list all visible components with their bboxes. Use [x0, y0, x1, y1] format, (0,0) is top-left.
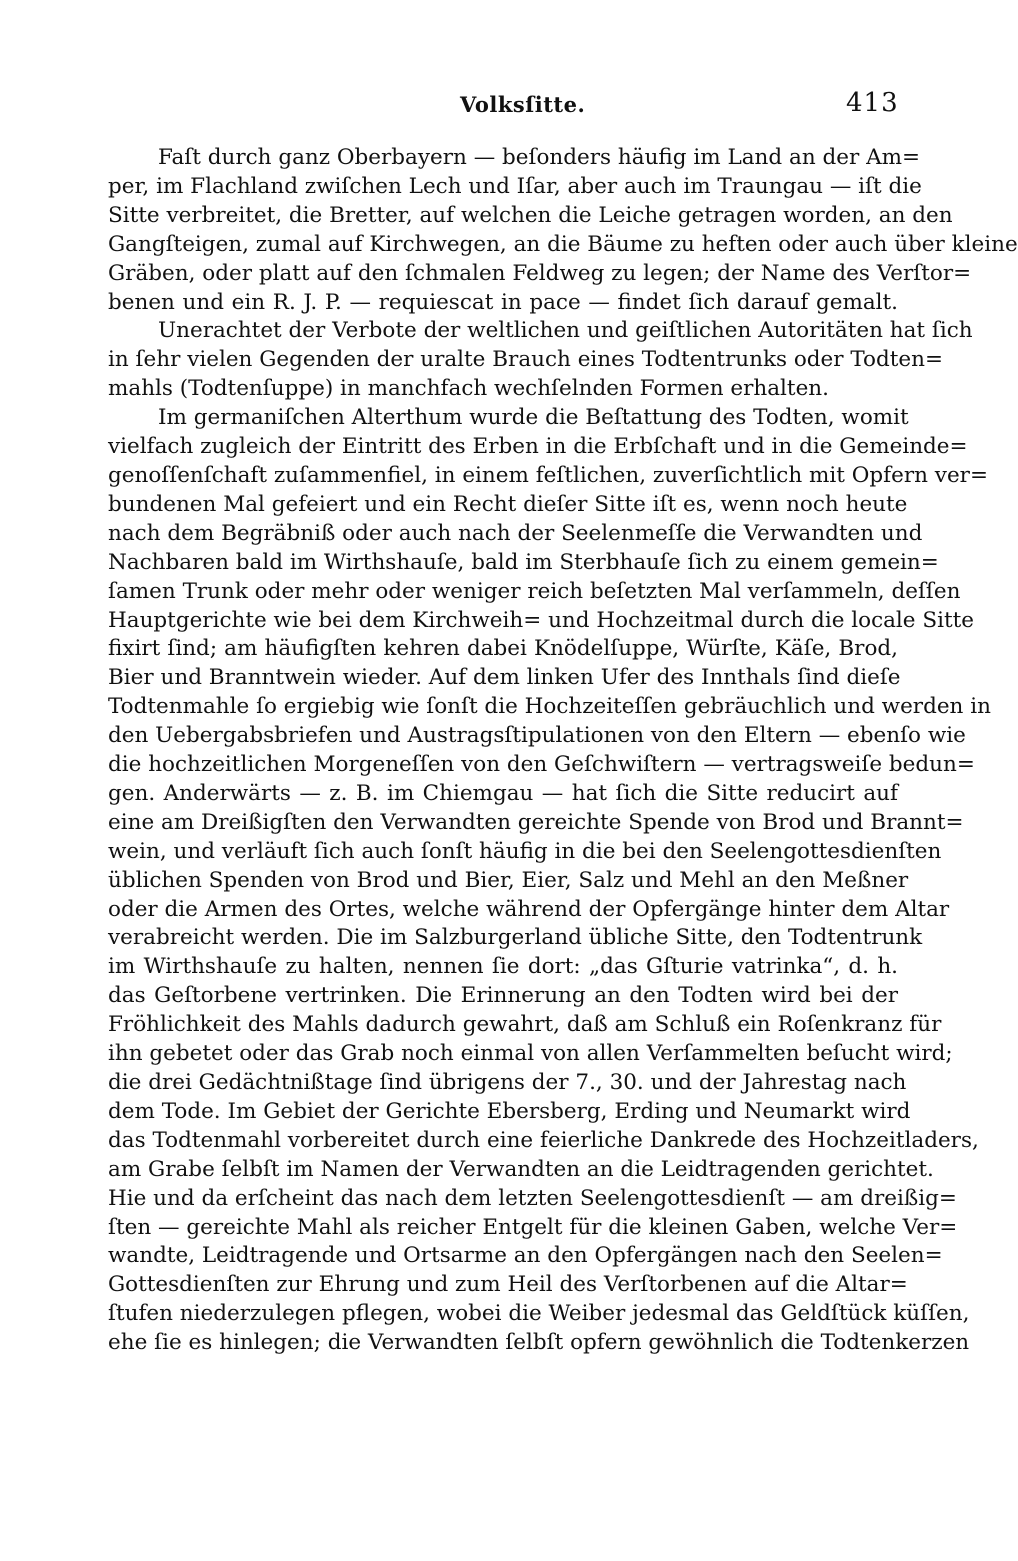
- text-line: das Geſtorbene vertrinken. Die Erinnerung an den Todten wird bei der: [108, 983, 898, 1009]
- page-number: 413: [846, 88, 899, 118]
- text-line: die drei Gedächtnißtage ſind übrigens der 7., 30. und der Jahrestag nach: [108, 1070, 907, 1095]
- text-line: Gottesdienſten zur Ehrung und zum Heil des Verſtorbenen auf die Altar=: [108, 1272, 908, 1298]
- text-line: das Todtenmahl vorbereitet durch eine feierliche Dankrede des Hochzeitladers,: [108, 1127, 979, 1153]
- running-head: Volksſitte.: [460, 92, 586, 117]
- text-line: Todtenmahle ſo ergiebig wie ſonſt die Hochzeiteſſen gebräuchlich und werden in: [108, 694, 991, 720]
- text-line: per, im Flachland zwiſchen Lech und Iſar, aber auch im Traungau — iſt die: [108, 173, 922, 199]
- text-line: üblichen Spenden von Brod und Bier, Eier, Salz und Mehl an den Meßner: [108, 867, 909, 893]
- text-line: ſtufen niederzulegen pflegen, wobei die Weiber jedesmal das Geldſtück küſſen,: [108, 1301, 970, 1327]
- text-line: Gräben, oder platt auf den ſchmalen Feldweg zu legen; der Name des Verſtor=: [108, 260, 972, 286]
- text-line: Faſt durch ganz Oberbayern — beſonders häufig im Land an der Am=: [158, 145, 921, 170]
- text-line: benen und ein R. J. P. — requiescat in pace — findet ſich darauf gemalt.: [108, 289, 898, 315]
- text-line: bundenen Mal gefeiert und ein Recht dieſer Sitte iſt es, wenn noch heute: [108, 491, 908, 517]
- text-line: oder die Armen des Ortes, welche während der Opfergänge hinter dem Altar: [108, 896, 950, 922]
- paragraph: [108, 317, 973, 404]
- text-line: Im germaniſchen Alterthum wurde die Beſtattung des Todten, womit: [158, 405, 909, 431]
- body-text: [108, 144, 1018, 1358]
- text-line: ſamen Trunk oder mehr oder weniger reich beſetzten Mal verſammeln, deſſen: [108, 578, 961, 604]
- text-line: eine am Dreißigſten den Verwandten gereichte Spende von Brod und Brannt=: [108, 809, 964, 835]
- text-line: gen. Anderwärts — z. B. im Chiemgau — hat ſich die Sitte reducirt auf: [108, 780, 898, 806]
- paragraph: [108, 144, 1018, 317]
- text-line: Hie und da erſcheint das nach dem letzten Seelengottesdienſt — am dreißig=: [108, 1185, 957, 1211]
- paragraph: [108, 404, 991, 1358]
- text-line: vielfach zugleich der Eintritt des Erben in die Erbſchaft und in die Gemeinde=: [108, 434, 968, 460]
- text-line: mahls (Todtenſuppe) in manchfach wechſelnden Formen erhalten.: [108, 376, 829, 402]
- text-line: Unerachtet der Verbote der weltlichen und geiſtlichen Autoritäten hat ſich: [158, 318, 973, 344]
- text-line: verabreicht werden. Die im Salzburgerland übliche Sitte, den Todtentrunk: [108, 925, 923, 951]
- text-line: den Uebergabsbriefen und Austragsſtipulationen von den Eltern — ebenſo wie: [108, 723, 966, 749]
- text-line: nach dem Begräbniß oder auch nach der Seelenmeſſe die Verwandten und: [108, 520, 923, 546]
- text-line: ehe ſie es hinlegen; die Verwandten ſelbſt opfern gewöhnlich die Todtenkerzen: [108, 1330, 970, 1356]
- text-line: Nachbaren bald im Wirthshauſe, bald im Sterbhauſe ſich zu einem gemein=: [108, 549, 939, 575]
- text-line: am Grabe ſelbſt im Namen der Verwandten an die Leidtragenden gerichtet.: [108, 1156, 934, 1182]
- text-line: Hauptgerichte wie bei dem Kirchweih= und Hochzeitmal durch die locale Sitte: [108, 607, 974, 633]
- text-line: im Wirthshauſe zu halten, nennen ſie dort: „das Gſturie vatrinka“, d. h.: [108, 954, 898, 980]
- text-line: wandte, Leidtragende und Ortsarme an den Opfergängen nach den Seelen=: [108, 1243, 943, 1269]
- text-line: in ſehr vielen Gegenden der uralte Brauch eines Todtentrunks oder Todten=: [108, 347, 943, 373]
- text-line: ſten — gereichte Mahl als reicher Entgelt für die kleinen Gaben, welche Ver=: [108, 1214, 958, 1240]
- text-line: Fröhlichkeit des Mahls dadurch gewahrt, daß am Schluß ein Roſenkranz für: [108, 1012, 942, 1038]
- text-line: genoſſenſchaft zuſammenfiel, in einem feſtlichen, zuverſichtlich mit Opfern ver=: [108, 462, 988, 488]
- text-line: die hochzeitlichen Morgeneſſen von den Geſchwiſtern — vertragsweiſe bedun=: [108, 752, 975, 778]
- text-line: Gangſteigen, zumal auf Kirchwegen, an die Bäume zu heften oder auch über kleine: [108, 231, 1018, 257]
- text-line: Sitte verbreitet, die Bretter, auf welchen die Leiche getragen worden, an den: [108, 202, 953, 228]
- text-line: fixirt ſind; am häufigſten kehren dabei Knödelſuppe, Würſte, Käſe, Brod,: [108, 636, 898, 662]
- text-line: wein, und verläuft ſich auch ſonſt häufig in die bei den Seelengottesdienſten: [108, 838, 942, 864]
- text-line: Bier und Branntwein wieder. Auf dem linken Ufer des Innthals ſind dieſe: [108, 665, 901, 691]
- text-line: ihn gebetet oder das Grab noch einmal von allen Verſammelten beſucht wird;: [108, 1041, 953, 1067]
- text-line: dem Tode. Im Gebiet der Gerichte Ebersberg, Erding und Neumarkt wird: [108, 1098, 911, 1124]
